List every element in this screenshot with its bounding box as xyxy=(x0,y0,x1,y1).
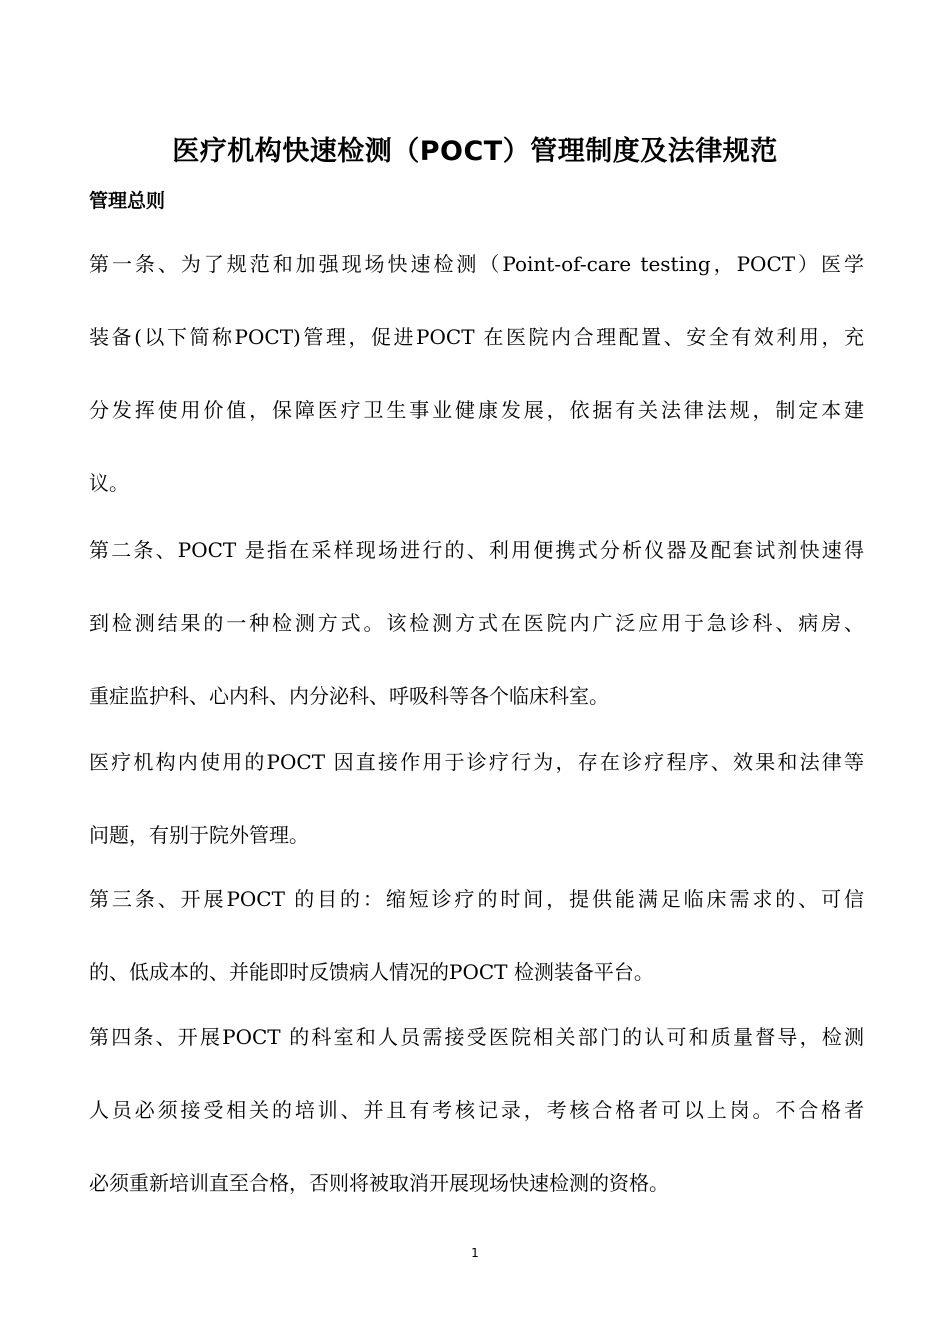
paragraph-line: 必须重新培训直至合格，否则将被取消开展现场快速检测的资格。 xyxy=(89,1171,669,1195)
paragraph-line: 第一条、为了规范和加强现场快速检测（Point-of-care testing，POCT）医学 xyxy=(89,252,864,276)
section-heading: 管理总则 xyxy=(89,190,166,212)
paragraph-line: 人员必须接受相关的培训、并且有考核记录，考核合格者可以上岗。不合格者 xyxy=(89,1098,864,1122)
document-title: 医疗机构快速检测（POCT）管理制度及法律规范 xyxy=(172,136,778,167)
paragraph-line: 分发挥使用价值，保障医疗卫生事业健康发展，依据有关法律法规，制定本建 xyxy=(89,398,864,422)
paragraph-line: 第二条、POCT 是指在采样现场进行的、利用便携式分析仪器及配套试剂快速得 xyxy=(89,538,864,562)
page-number: 1 xyxy=(471,1246,479,1260)
article-4-paragraph xyxy=(89,1001,864,1220)
paragraph-line: 重症监护科、心内科、内分泌科、呼吸科等各个临床科室。 xyxy=(89,684,609,708)
paragraph-line: 医疗机构内使用的POCT 因直接作用于诊疗行为，存在诊疗程序、效果和法律等 xyxy=(89,750,864,774)
article-1-paragraph xyxy=(89,228,864,520)
paragraph-line: 议。 xyxy=(89,471,129,495)
paragraph-line: 第四条、开展POCT 的科室和人员需接受医院相关部门的认可和质量督导，检测 xyxy=(89,1025,864,1049)
paragraph-line: 问题，有别于院外管理。 xyxy=(89,823,309,847)
paragraph-line: 第三条、开展POCT 的目的：缩短诊疗的时间，提供能满足临床需求的、可信 xyxy=(89,887,864,911)
paragraph-line: 到检测结果的一种检测方式。该检测方式在医院内广泛应用于急诊科、病房、 xyxy=(89,611,864,635)
paragraph-line: 的、低成本的、并能即时反馈病人情况的POCT 检测装备平台。 xyxy=(89,960,654,984)
article-2-paragraph xyxy=(89,514,864,733)
paragraph-line: 装备(以下简称POCT)管理，促进POCT 在医院内合理配置、安全有效利用，充 xyxy=(89,325,864,349)
institution-poct-paragraph xyxy=(89,726,864,872)
article-3-paragraph xyxy=(89,863,864,1009)
